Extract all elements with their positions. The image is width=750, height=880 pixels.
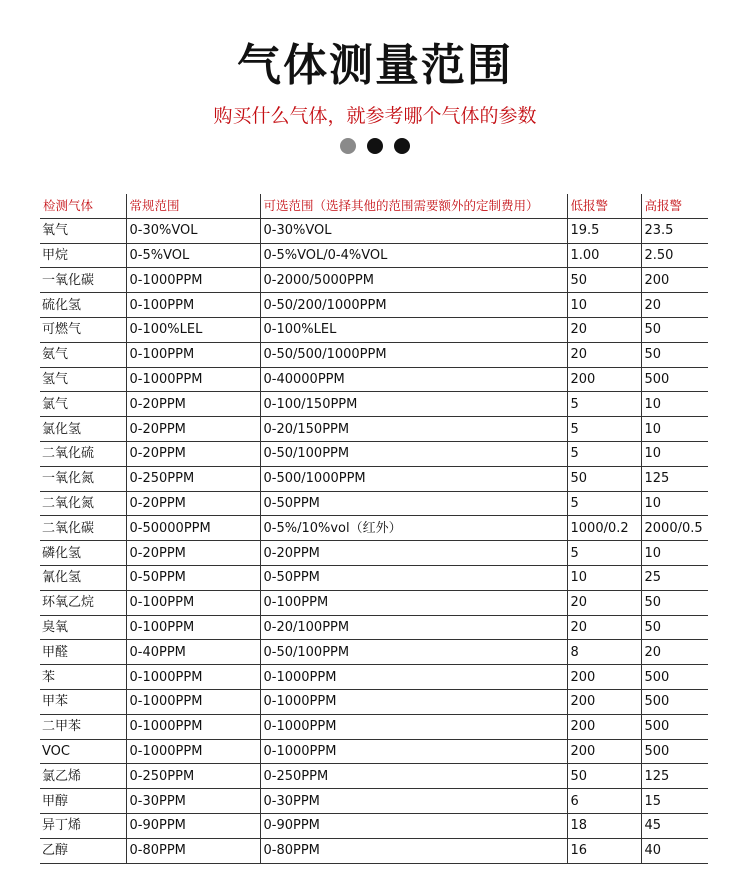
table-cell: 0-20PPM <box>126 491 260 516</box>
table-cell: 0-1000PPM <box>260 689 567 714</box>
table-cell: 臭氧 <box>40 615 126 640</box>
table-cell: 50 <box>641 590 708 615</box>
table-cell: 5 <box>567 441 641 466</box>
table-cell: 环氧乙烷 <box>40 590 126 615</box>
table-row <box>40 813 708 838</box>
table-cell: 500 <box>641 665 708 690</box>
table-cell: 0-250PPM <box>126 466 260 491</box>
table-cell: 10 <box>641 541 708 566</box>
column-header: 常规范围 <box>126 194 260 218</box>
table-cell: 氰化氢 <box>40 565 126 590</box>
table-row <box>40 367 708 392</box>
table-cell: 0-5%VOL/0-4%VOL <box>260 243 567 268</box>
table-row <box>40 640 708 665</box>
table-cell: VOC <box>40 739 126 764</box>
table-cell: 50 <box>567 466 641 491</box>
table-cell: 硫化氢 <box>40 293 126 318</box>
table-cell: 10 <box>567 293 641 318</box>
table-cell: 1000/0.2 <box>567 516 641 541</box>
table-cell: 50 <box>641 615 708 640</box>
table-cell: 0-1000PPM <box>260 665 567 690</box>
dot-indicator <box>340 138 356 154</box>
table-cell: 0-100%LEL <box>260 317 567 342</box>
column-header: 检测气体 <box>40 194 126 218</box>
table-cell: 45 <box>641 813 708 838</box>
table-row <box>40 516 708 541</box>
table-cell: 200 <box>567 689 641 714</box>
table-cell: 0-1000PPM <box>126 268 260 293</box>
page-subtitle: 购买什么气体，就参考哪个气体的参数 <box>213 105 537 127</box>
table-cell: 10 <box>641 392 708 417</box>
table-cell: 0-1000PPM <box>126 689 260 714</box>
table-cell: 0-40000PPM <box>260 367 567 392</box>
table-cell: 0-5%VOL <box>126 243 260 268</box>
table-cell: 0-100%LEL <box>126 317 260 342</box>
table-cell: 一氧化碳 <box>40 268 126 293</box>
column-header: 高报警 <box>641 194 708 218</box>
table-cell: 0-30PPM <box>126 789 260 814</box>
table-row <box>40 243 708 268</box>
table-cell: 0-1000PPM <box>126 739 260 764</box>
table-cell: 甲醛 <box>40 640 126 665</box>
table-cell: 氯气 <box>40 392 126 417</box>
table-cell: 500 <box>641 714 708 739</box>
table-row <box>40 789 708 814</box>
table-cell: 0-50PPM <box>126 565 260 590</box>
table-cell: 16 <box>567 838 641 863</box>
table-cell: 200 <box>641 268 708 293</box>
table-cell: 甲烷 <box>40 243 126 268</box>
carousel-dots <box>0 138 750 154</box>
table-cell: 2.50 <box>641 243 708 268</box>
table-cell: 0-100PPM <box>126 590 260 615</box>
table-cell: 40 <box>641 838 708 863</box>
table-cell: 0-50000PPM <box>126 516 260 541</box>
table-cell: 0-1000PPM <box>126 665 260 690</box>
table-cell: 5 <box>567 392 641 417</box>
table-row <box>40 417 708 442</box>
dot-indicator <box>394 138 410 154</box>
table-cell: 一氧化氮 <box>40 466 126 491</box>
dot-indicator <box>367 138 383 154</box>
table-cell: 10 <box>641 441 708 466</box>
column-header: 可选范围（选择其他的范围需要额外的定制费用） <box>260 194 567 218</box>
table-row <box>40 764 708 789</box>
table-cell: 200 <box>567 714 641 739</box>
table-cell: 二氧化硫 <box>40 441 126 466</box>
table-row <box>40 317 708 342</box>
table-cell: 磷化氢 <box>40 541 126 566</box>
table-cell: 二甲苯 <box>40 714 126 739</box>
table-cell: 0-30PPM <box>260 789 567 814</box>
table-cell: 0-20/100PPM <box>260 615 567 640</box>
table-cell: 10 <box>567 565 641 590</box>
table-cell: 500 <box>641 367 708 392</box>
table-cell: 0-50PPM <box>260 491 567 516</box>
table-cell: 19.5 <box>567 218 641 243</box>
table-cell: 5 <box>567 417 641 442</box>
table-row <box>40 218 708 243</box>
table-row <box>40 541 708 566</box>
table-cell: 0-50/200/1000PPM <box>260 293 567 318</box>
table-cell: 5 <box>567 541 641 566</box>
table-cell: 8 <box>567 640 641 665</box>
table-cell: 0-80PPM <box>260 838 567 863</box>
table-row <box>40 590 708 615</box>
table-cell: 500 <box>641 739 708 764</box>
table-cell: 二氧化碳 <box>40 516 126 541</box>
table-cell: 50 <box>567 764 641 789</box>
table-cell: 0-90PPM <box>126 813 260 838</box>
table-cell: 0-80PPM <box>126 838 260 863</box>
table-cell: 异丁烯 <box>40 813 126 838</box>
table-cell: 0-20/150PPM <box>260 417 567 442</box>
table-cell: 氧气 <box>40 218 126 243</box>
table-cell: 20 <box>641 640 708 665</box>
table-cell: 5 <box>567 491 641 516</box>
table-cell: 0-5%/10%vol（红外） <box>260 516 567 541</box>
table-row <box>40 689 708 714</box>
table-cell: 50 <box>641 317 708 342</box>
table-cell: 23.5 <box>641 218 708 243</box>
table-cell: 0-40PPM <box>126 640 260 665</box>
table-cell: 0-100PPM <box>260 590 567 615</box>
table-cell: 125 <box>641 764 708 789</box>
table-row <box>40 714 708 739</box>
table-cell: 6 <box>567 789 641 814</box>
table-cell: 0-50/500/1000PPM <box>260 342 567 367</box>
table-cell: 15 <box>641 789 708 814</box>
table-cell: 20 <box>567 590 641 615</box>
table-cell: 0-100/150PPM <box>260 392 567 417</box>
table-cell: 50 <box>567 268 641 293</box>
table-cell: 可燃气 <box>40 317 126 342</box>
table-header-row <box>40 194 708 218</box>
table-row <box>40 739 708 764</box>
table-row <box>40 293 708 318</box>
table-cell: 20 <box>567 615 641 640</box>
table-row <box>40 565 708 590</box>
table-cell: 0-1000PPM <box>260 739 567 764</box>
table-cell: 200 <box>567 665 641 690</box>
table-cell: 氨气 <box>40 342 126 367</box>
table-cell: 0-20PPM <box>126 541 260 566</box>
table-cell: 10 <box>641 491 708 516</box>
column-header: 低报警 <box>567 194 641 218</box>
table-cell: 乙醇 <box>40 838 126 863</box>
table-row <box>40 838 708 863</box>
table-cell: 0-500/1000PPM <box>260 466 567 491</box>
table-cell: 0-100PPM <box>126 293 260 318</box>
table-cell: 0-2000/5000PPM <box>260 268 567 293</box>
table-cell: 甲苯 <box>40 689 126 714</box>
table-cell: 50 <box>641 342 708 367</box>
table-cell: 0-250PPM <box>260 764 567 789</box>
table-cell: 0-100PPM <box>126 615 260 640</box>
table-row <box>40 491 708 516</box>
table-cell: 1.00 <box>567 243 641 268</box>
table-cell: 20 <box>641 293 708 318</box>
table-row <box>40 665 708 690</box>
table-row <box>40 466 708 491</box>
table-cell: 氯化氢 <box>40 417 126 442</box>
table-cell: 0-50PPM <box>260 565 567 590</box>
table-cell: 0-20PPM <box>126 417 260 442</box>
table-cell: 25 <box>641 565 708 590</box>
table-cell: 0-20PPM <box>260 541 567 566</box>
table-cell: 2000/0.5 <box>641 516 708 541</box>
table-cell: 甲醇 <box>40 789 126 814</box>
table-cell: 0-50/100PPM <box>260 441 567 466</box>
table-cell: 10 <box>641 417 708 442</box>
table-cell: 0-20PPM <box>126 441 260 466</box>
table-cell: 0-20PPM <box>126 392 260 417</box>
table-cell: 0-100PPM <box>126 342 260 367</box>
table-cell: 200 <box>567 739 641 764</box>
table-cell: 0-1000PPM <box>260 714 567 739</box>
table-cell: 氯乙烯 <box>40 764 126 789</box>
table-cell: 20 <box>567 317 641 342</box>
table-row <box>40 268 708 293</box>
table-cell: 0-50/100PPM <box>260 640 567 665</box>
table-cell: 氢气 <box>40 367 126 392</box>
table-cell: 200 <box>567 367 641 392</box>
table-row <box>40 615 708 640</box>
table-cell: 0-30%VOL <box>126 218 260 243</box>
table-cell: 0-1000PPM <box>126 367 260 392</box>
gas-range-table <box>40 194 708 864</box>
page-title: 气体测量范围 <box>237 40 513 91</box>
table-cell: 0-1000PPM <box>126 714 260 739</box>
table-cell: 500 <box>641 689 708 714</box>
table-cell: 二氧化氮 <box>40 491 126 516</box>
table-cell: 125 <box>641 466 708 491</box>
table-row <box>40 441 708 466</box>
table-body <box>40 218 708 863</box>
table-cell: 0-30%VOL <box>260 218 567 243</box>
table-cell: 0-90PPM <box>260 813 567 838</box>
table-row <box>40 392 708 417</box>
table-cell: 20 <box>567 342 641 367</box>
table-row <box>40 342 708 367</box>
table-cell: 0-250PPM <box>126 764 260 789</box>
table-cell: 苯 <box>40 665 126 690</box>
table-cell: 18 <box>567 813 641 838</box>
